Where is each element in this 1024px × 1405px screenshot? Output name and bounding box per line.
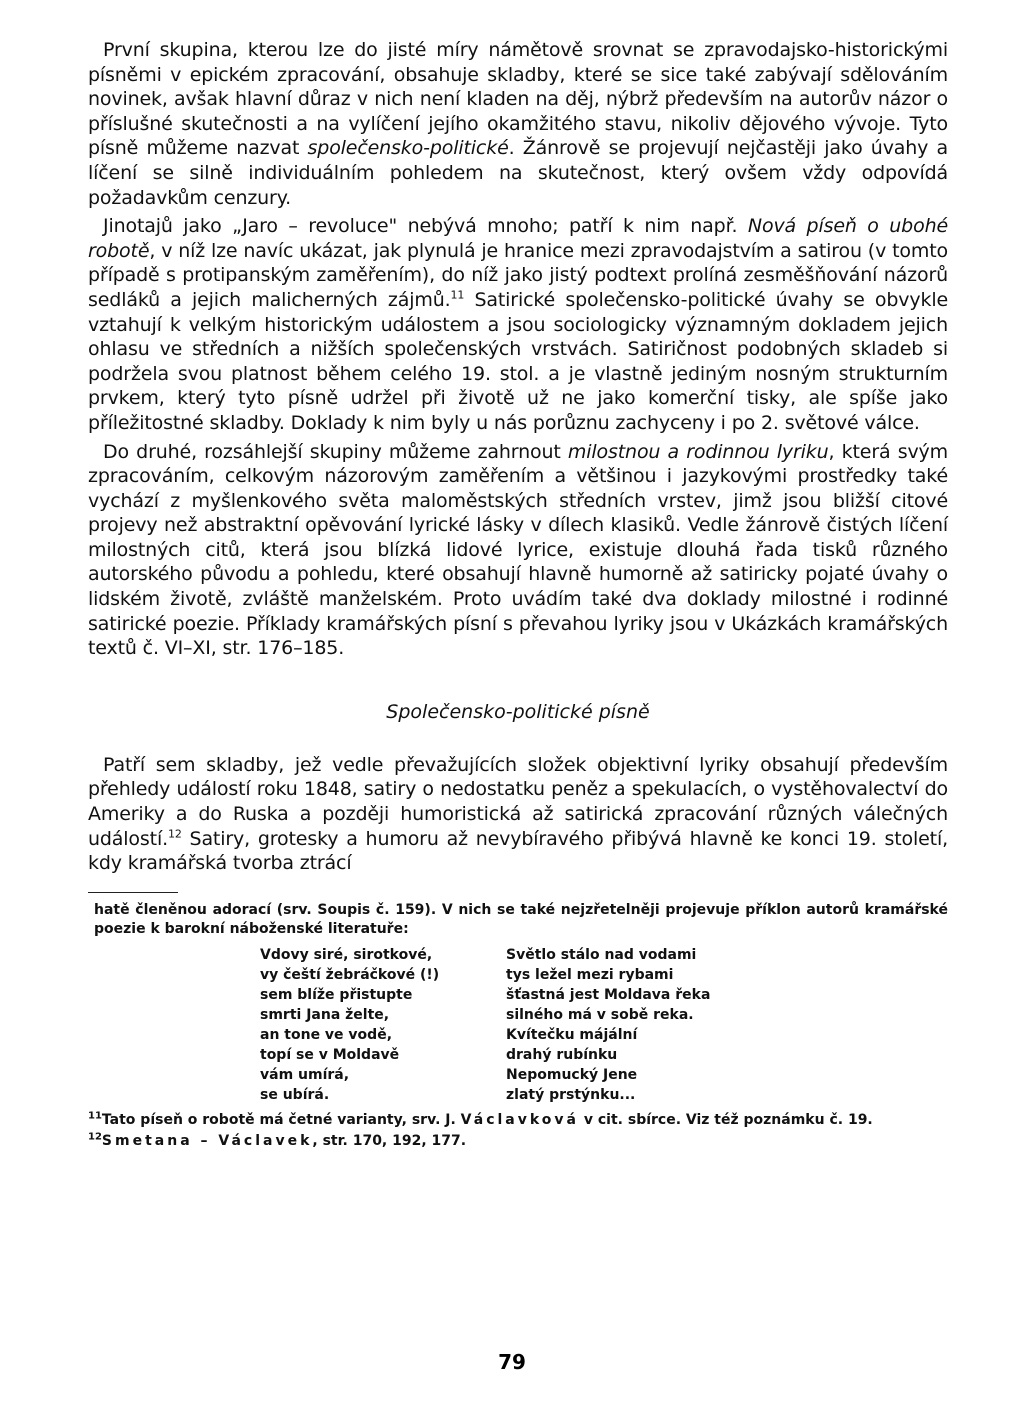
- footnote-ref-11[interactable]: 11: [450, 288, 465, 302]
- text-run: Satiry, grotesky a humoru až nevybíravého přibývá hlavně ke konci 19. století, kdy kramářská tvorba ztrácí: [88, 827, 948, 875]
- poem-line: drahý rubínku: [506, 1046, 618, 1063]
- text-run: Do druhé, rozsáhlejší skupiny můžeme zahrnout: [103, 440, 568, 463]
- footnote-number: 12: [88, 1131, 102, 1143]
- footnote-12: [88, 1132, 948, 1151]
- footnote-text: , str. 170, 192, 177.: [312, 1132, 467, 1149]
- text-run: , která svým zpracováním, celkovým názorovým zaměřením a většinou i jazykovými prostředky také vychází z myšlenkového světa maloměstských středních vrstev, jimž jsou bližší citové projevy než abstraktní opěvování lyrické lásky v dílech klasiků. Vedle žánrově čistých líčení milostných citů, která jsou blízká lidové lyrice, existuje dlouhá řada tisků různého autorského původu a pohledu, které obsahují hlavně humorně až satiricky pojaté úvahy o lidském životě, zvláště manželském. Proto uvádím také dva doklady milostné i rodinné satirické poezie. Příklady kramářských písní s převahou lyriky jsou v Ukázkách kramářských textů č. VI–XI, str. 176–185.: [88, 440, 949, 660]
- footnote-author: Smetana – Václavek: [101, 1132, 313, 1149]
- poem-line: silného má v sobě reka.: [506, 1006, 694, 1023]
- paragraph-2: [88, 214, 948, 435]
- paragraph-1: [88, 38, 948, 210]
- footnote-number: 11: [88, 1110, 102, 1122]
- text-run: Jinotajů jako „Jaro – revoluce" nebývá mnoho; patří k nim např.: [103, 215, 748, 238]
- poem-line: vám umírá,: [260, 1066, 350, 1083]
- text-run: . Žánrově se projevují nejčastěji jako úvahy a líčení se silně individuálním pohledem na skutečnost, který ovšem vždy odpovídá požadavkům cenzury.: [88, 137, 948, 209]
- page-number: 79: [498, 1350, 526, 1374]
- poem-line: Nepomucký Jene: [506, 1066, 638, 1083]
- poem-line: topí se v Moldavě: [260, 1046, 400, 1063]
- text-run: , v níž lze navíc ukázat, jak plynulá je hranice mezi zpravodajstvím a satirou (v tomto případě s protipanským zaměřením), do níž jako jistý podtext prolíná zesměšňování názorů sedláků a jejich malicherných zájmů.: [88, 239, 948, 311]
- poem-line: an tone ve vodě,: [260, 1026, 393, 1043]
- section-heading: Společensko-politické písně: [386, 700, 650, 723]
- poem-line: šťastná jest Moldava řeka: [506, 986, 711, 1003]
- text-run: První skupina, kterou lze do jisté míry námětově srovnat se zpravodajsko-historickými písněmi v epickém zpracování, obsahuje skladby, které se sice také zabývají sdělováním novinek, avšak hlavní důraz v nich není kladen na děj, nýbrž především na autorův názor o příslušné skutečnosti a na vylíčení jejího okamžitého stavu, nikoliv dějového vývoje. Tyto písně můžeme nazvat: [88, 39, 948, 160]
- emphasis: milostnou a rodinnou lyriku: [567, 440, 829, 463]
- footnote-11: [88, 1111, 948, 1130]
- poem-line: Kvítečku májální: [506, 1026, 638, 1043]
- poem-left-column: [260, 945, 506, 1105]
- poem-line: zlatý prstýnku...: [506, 1086, 636, 1103]
- poem-line: se ubírá.: [260, 1086, 330, 1103]
- footnote-text: Tato píseň o robotě má četné varianty, srv. J.: [101, 1111, 461, 1128]
- poem-line: Vdovy siré, sirotkové,: [260, 946, 433, 963]
- paragraph-4: [88, 753, 948, 876]
- footnote-continuation: hatě členěnou adorací (srv. Soupis č. 159). V nich se také nejzřetelněji projevuje příklon autorů kramářské poezie k barokní náboženské literatuře:: [94, 901, 948, 937]
- footnote-text: v cit. sbírce. Viz též poznámku č. 19.: [579, 1111, 873, 1128]
- poem-line: Světlo stálo nad vodami: [506, 946, 697, 963]
- footnote-ref-12[interactable]: 12: [167, 827, 182, 841]
- poem-line: tys ležel mezi rybami: [506, 966, 674, 983]
- quoted-poem: [260, 945, 948, 1105]
- poem-line: sem blíže přistupte: [260, 986, 413, 1003]
- emphasis: Nová píseň o ubohé robotě: [88, 215, 948, 262]
- emphasis: společensko-politické: [307, 137, 509, 160]
- page-content: [88, 38, 948, 1151]
- paragraph-3: [88, 440, 948, 661]
- text-run: Satirické společensko-politické úvahy se obvykle vztahují k velkým historickým událostem a jsou sociologicky významným dokladem jejich ohlasu ve středních a nižších společenských vrstvách. Satiričnost podobných skladeb si podržela svou platnost během celého 19. stol. a je vlastně jediným nosným strukturním prvkem, který tyto písně udržel při životě už ne jako komerční tisky, ale spíše jako příležitostné skladby. Doklady k nim byly u nás porůznu zachyceny i po 2. světové válce.: [88, 288, 948, 434]
- footnote-author: Václavková: [460, 1111, 579, 1128]
- poem-line: smrti Jana želte,: [260, 1006, 390, 1023]
- footnote-divider: [88, 892, 178, 893]
- poem-right-column: [506, 945, 752, 1105]
- poem-line: vy čeští žebráčkové (!): [260, 966, 440, 983]
- text-run: Patří sem skladby, jež vedle převažujících složek objektivní lyriky obsahují především přehledy událostí roku 1848, satiry o nedostatku peněz a spekulacích, o vystěhovalectví do Ameriky a do Ruska a později humoristická až satirická zpracování různých válečných událostí.: [88, 753, 948, 850]
